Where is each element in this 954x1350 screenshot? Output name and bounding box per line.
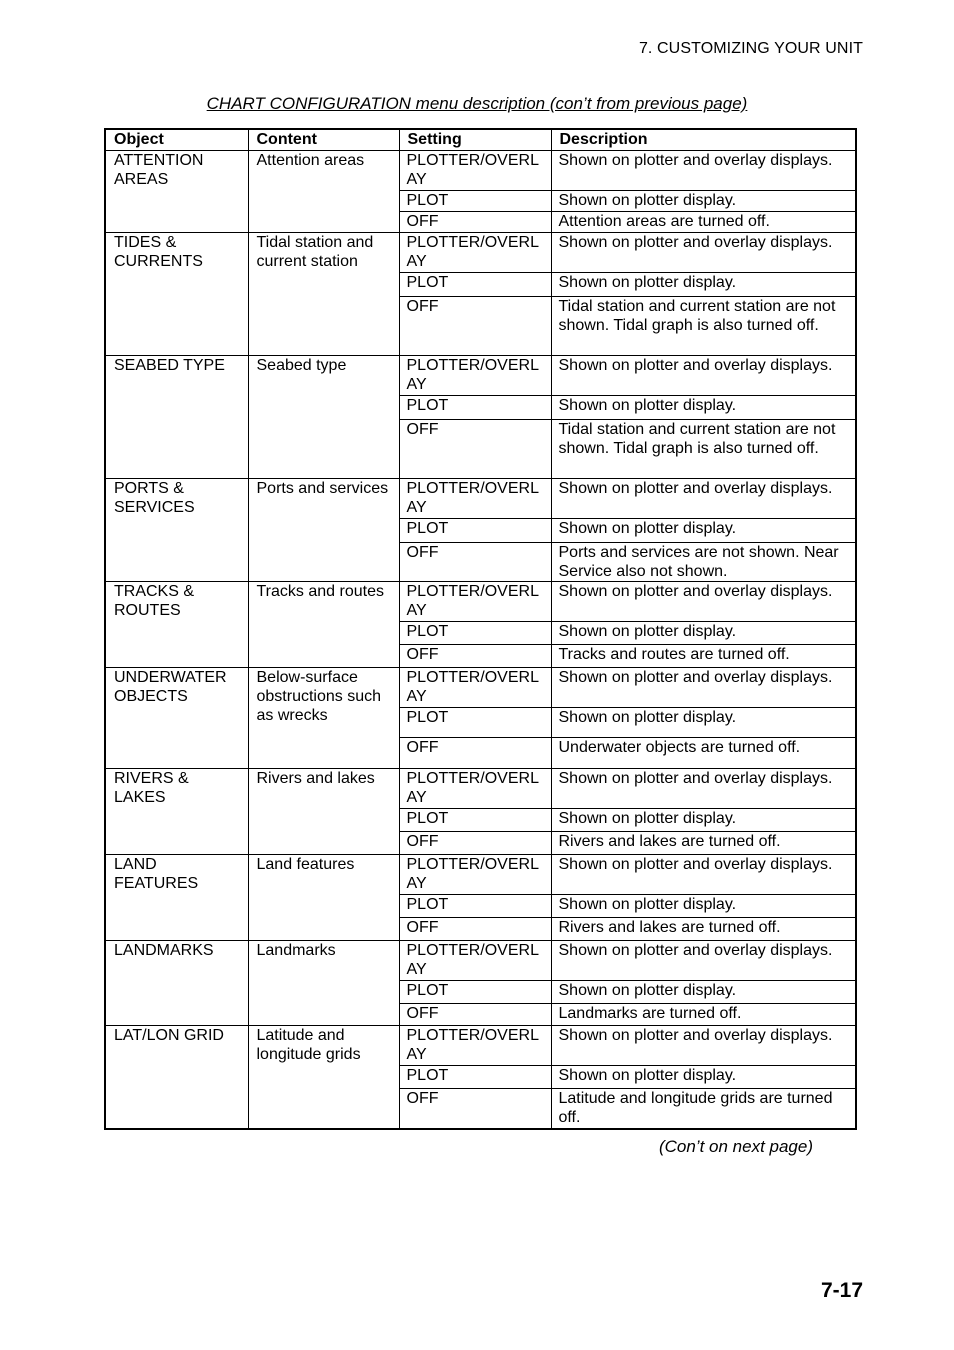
setting-cell: OFF <box>399 738 551 769</box>
description-cell: Shown on plotter and overlay displays. <box>551 582 856 622</box>
table-row <box>105 356 856 396</box>
setting-cell: PLOT <box>399 622 551 645</box>
table-body <box>105 151 856 1129</box>
object-cell: LAND FEATURES <box>105 855 248 941</box>
setting-cell: PLOT <box>399 396 551 420</box>
object-cell: PORTS & SERVICES <box>105 479 248 582</box>
setting-cell: OFF <box>399 1004 551 1026</box>
content-cell: Land features <box>248 855 399 941</box>
description-cell: Tracks and routes are turned off. <box>551 645 856 668</box>
description-cell: Shown on plotter display. <box>551 519 856 543</box>
table-row <box>105 855 856 895</box>
column-header-description: Description <box>551 129 856 151</box>
chapter-header: 7. CUSTOMIZING YOUR UNIT <box>638 40 863 57</box>
setting-cell: PLOT <box>399 708 551 738</box>
object-cell: SEABED TYPE <box>105 356 248 479</box>
description-cell: Shown on plotter and overlay displays. <box>551 151 856 191</box>
table-row <box>105 941 856 981</box>
setting-cell: PLOT <box>399 191 551 212</box>
column-header-content: Content <box>248 129 399 151</box>
content-cell: Seabed type <box>248 356 399 479</box>
description-cell: Shown on plotter and overlay displays. <box>551 233 856 273</box>
content-cell: Below-surface obstructions such as wrecks <box>248 668 399 769</box>
setting-cell: PLOTTER/OVERLAY <box>399 855 551 895</box>
description-cell: Tidal station and current station are not shown. Tidal graph is also turned off. <box>551 297 856 356</box>
object-cell: ATTENTION AREAS <box>105 151 248 233</box>
setting-cell: PLOT <box>399 809 551 832</box>
object-cell: UNDERWATER OBJECTS <box>105 668 248 769</box>
description-cell: Rivers and lakes are turned off. <box>551 918 856 941</box>
description-cell: Shown on plotter display. <box>551 396 856 420</box>
setting-cell: PLOTTER/OVERLAY <box>399 769 551 809</box>
object-cell: LAT/LON GRID <box>105 1026 248 1129</box>
description-cell: Shown on plotter and overlay displays. <box>551 769 856 809</box>
page-number: 7-17 <box>820 1279 863 1302</box>
setting-cell: PLOT <box>399 1066 551 1089</box>
setting-cell: PLOTTER/OVERLAY <box>399 582 551 622</box>
object-cell: LANDMARKS <box>105 941 248 1026</box>
description-cell: Shown on plotter and overlay displays. <box>551 1026 856 1066</box>
setting-cell: PLOTTER/OVERLAY <box>399 1026 551 1066</box>
column-header-setting: Setting <box>399 129 551 151</box>
table-caption: CHART CONFIGURATION menu description (con’t from previous page) <box>206 94 748 113</box>
content-cell: Latitude and longitude grids <box>248 1026 399 1129</box>
description-cell: Tidal station and current station are not shown. Tidal graph is also turned off. <box>551 420 856 479</box>
description-cell: Attention areas are turned off. <box>551 212 856 233</box>
description-cell: Shown on plotter display. <box>551 895 856 918</box>
setting-cell: OFF <box>399 645 551 668</box>
table-row <box>105 769 856 809</box>
table-row <box>105 1026 856 1066</box>
setting-cell: PLOTTER/OVERLAY <box>399 941 551 981</box>
content-cell: Landmarks <box>248 941 399 1026</box>
description-cell: Shown on plotter display. <box>551 981 856 1004</box>
description-cell: Shown on plotter and overlay displays. <box>551 941 856 981</box>
setting-cell: PLOT <box>399 273 551 297</box>
table-row <box>105 151 856 191</box>
description-cell: Rivers and lakes are turned off. <box>551 832 856 855</box>
table-row <box>105 233 856 273</box>
setting-cell: OFF <box>399 420 551 479</box>
setting-cell: OFF <box>399 212 551 233</box>
content-cell: Attention areas <box>248 151 399 233</box>
description-cell: Shown on plotter display. <box>551 273 856 297</box>
setting-cell: PLOT <box>399 895 551 918</box>
setting-cell: PLOTTER/OVERLAY <box>399 356 551 396</box>
setting-cell: PLOTTER/OVERLAY <box>399 233 551 273</box>
table-row <box>105 668 856 708</box>
setting-cell: PLOTTER/OVERLAY <box>399 479 551 519</box>
description-cell: Shown on plotter and overlay displays. <box>551 668 856 708</box>
description-cell: Shown on plotter and overlay displays. <box>551 855 856 895</box>
chart-configuration-table <box>104 128 857 1130</box>
description-cell: Underwater objects are turned off. <box>551 738 856 769</box>
setting-cell: PLOTTER/OVERLAY <box>399 151 551 191</box>
description-cell: Shown on plotter display. <box>551 622 856 645</box>
object-cell: RIVERS & LAKES <box>105 769 248 855</box>
table-row <box>105 479 856 519</box>
description-cell: Landmarks are turned off. <box>551 1004 856 1026</box>
description-cell: Shown on plotter display. <box>551 1066 856 1089</box>
continued-note: (Con’t on next page) <box>658 1137 813 1156</box>
setting-cell: OFF <box>399 543 551 582</box>
setting-cell: OFF <box>399 1089 551 1129</box>
description-cell: Ports and services are not shown. Near Service also not shown. <box>551 543 856 582</box>
description-cell: Shown on plotter display. <box>551 708 856 738</box>
setting-cell: OFF <box>399 918 551 941</box>
setting-cell: PLOTTER/OVERLAY <box>399 668 551 708</box>
description-cell: Shown on plotter and overlay displays. <box>551 356 856 396</box>
column-header-object: Object <box>105 129 248 151</box>
setting-cell: PLOT <box>399 981 551 1004</box>
description-cell: Shown on plotter display. <box>551 809 856 832</box>
table-row <box>105 582 856 622</box>
content-cell: Ports and services <box>248 479 399 582</box>
content-cell: Tracks and routes <box>248 582 399 668</box>
table-header-row <box>105 129 856 151</box>
setting-cell: OFF <box>399 297 551 356</box>
object-cell: TIDES & CURRENTS <box>105 233 248 356</box>
setting-cell: OFF <box>399 832 551 855</box>
setting-cell: PLOT <box>399 519 551 543</box>
content-cell: Tidal station and current station <box>248 233 399 356</box>
content-cell: Rivers and lakes <box>248 769 399 855</box>
description-cell: Shown on plotter display. <box>551 191 856 212</box>
description-cell: Shown on plotter and overlay displays. <box>551 479 856 519</box>
object-cell: TRACKS & ROUTES <box>105 582 248 668</box>
description-cell: Latitude and longitude grids are turned off. <box>551 1089 856 1129</box>
